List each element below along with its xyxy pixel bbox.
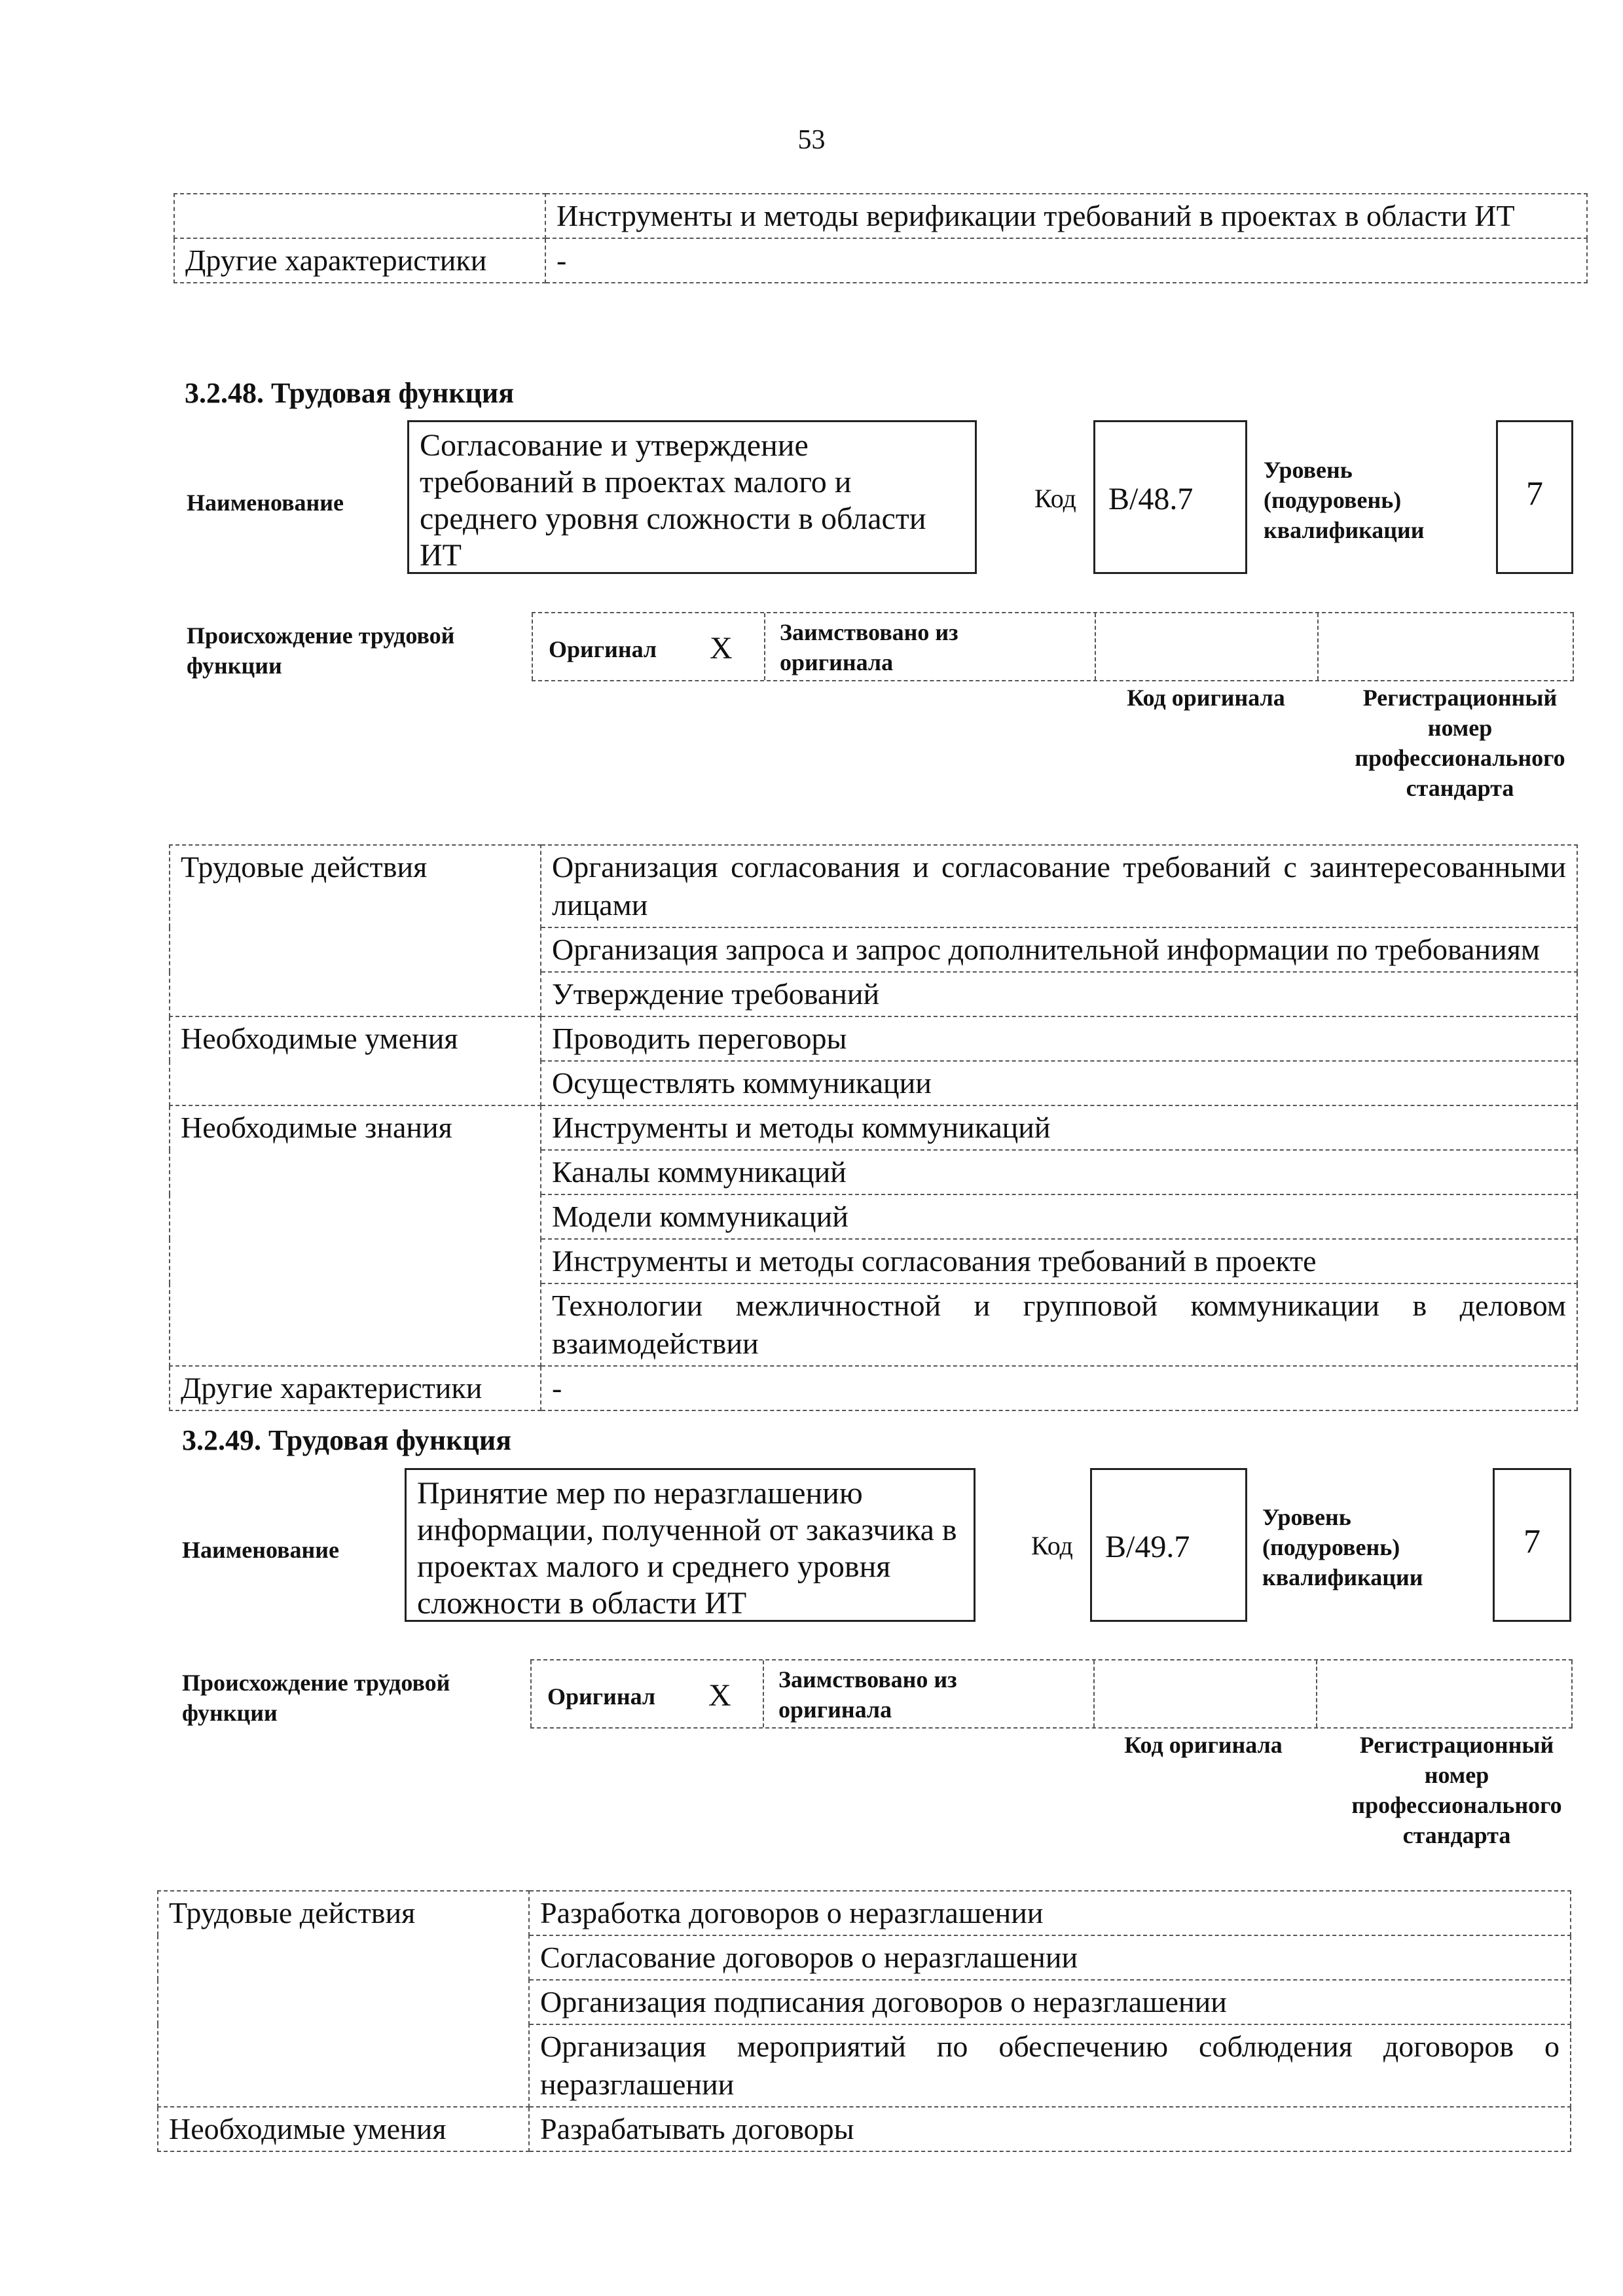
table-cell: Проводить переговоры <box>541 1016 1577 1061</box>
reg-number-caption: Регистрационный номер профессионального стандарта <box>1351 1732 1562 1848</box>
table-row <box>170 1016 1577 1061</box>
orig-code-caption: Код оригинала <box>1124 1732 1283 1758</box>
table-cell: Организация мероприятий по обеспечению соблюдения договоров о неразглашении <box>529 2024 1571 2107</box>
page-number: 53 <box>797 125 826 155</box>
reg-number-cell <box>1316 1660 1573 1727</box>
original-label: Оригинал <box>547 1683 656 1710</box>
original-cell <box>532 613 765 680</box>
code-label: Код <box>1031 1531 1073 1560</box>
level-box: 7 <box>1496 420 1573 574</box>
row-label <box>174 194 545 238</box>
origin-table <box>530 1659 1573 1729</box>
original-label: Оригинал <box>549 636 657 662</box>
table-cell: Утверждение требований <box>541 972 1577 1016</box>
table-row <box>170 1105 1577 1150</box>
table-cell: Организация согласования и согласование требований с заинтересованными лицами <box>541 845 1577 927</box>
table-row <box>174 238 1587 283</box>
code-label: Код <box>1034 484 1076 513</box>
function-name-box: Принятие мер по неразглашению информации, полученной от заказчика в проектах малого и среднего уровня сложности в области ИТ <box>405 1468 976 1622</box>
table-row <box>170 1366 1577 1410</box>
reg-number-cell <box>1317 613 1574 680</box>
table-cell: Модели коммуникаций <box>541 1194 1577 1239</box>
details-table <box>169 844 1578 1411</box>
table-cell: Инструменты и методы согласования требований в проекте <box>541 1239 1577 1283</box>
table-cell: Разработка договоров о неразглашении <box>529 1891 1571 1935</box>
table-row <box>174 194 1587 238</box>
level-box: 7 <box>1493 1468 1571 1622</box>
function-code-box: B/48.7 <box>1093 420 1247 574</box>
top-table <box>173 193 1588 283</box>
borrowed-label: Заимствовано из оригинала <box>780 619 958 675</box>
row-label: Другие характеристики <box>174 238 545 283</box>
original-mark: X <box>708 1678 731 1713</box>
name-label: Наименование <box>182 1537 339 1563</box>
origin-label: Происхождение трудовой функции <box>182 1670 450 1726</box>
group-label: Необходимые умения <box>158 2107 529 2151</box>
reg-number-caption: Регистрационный номер профессионального стандарта <box>1355 685 1565 801</box>
table-cell: - <box>541 1366 1577 1410</box>
table-cell: Технологии межличностной и групповой коммуникации в деловом взаимодействии <box>541 1283 1577 1366</box>
origin-label: Происхождение трудовой функции <box>187 622 455 679</box>
original-code-cell <box>1095 613 1319 680</box>
original-mark: X <box>710 631 733 666</box>
table-cell: Осуществлять коммуникации <box>541 1061 1577 1105</box>
group-label: Трудовые действия <box>170 845 541 1016</box>
table-cell: Инструменты и методы коммуникаций <box>541 1105 1577 1150</box>
name-label: Наименование <box>187 490 344 516</box>
orig-code-caption: Код оригинала <box>1127 685 1285 711</box>
borrowed-label: Заимствовано из оригинала <box>778 1666 957 1723</box>
table-cell: Организация запроса и запрос дополнительной информации по требованиям <box>541 927 1577 972</box>
function-name-box: Согласование и утверждение требований в проектах малого и среднего уровня сложности в области ИТ <box>407 420 977 574</box>
table-row <box>170 845 1577 927</box>
group-label: Необходимые знания <box>170 1105 541 1366</box>
section-title: 3.2.49. Трудовая функция <box>182 1424 512 1456</box>
group-label: Другие характеристики <box>170 1366 541 1410</box>
details-table <box>157 1890 1571 2152</box>
function-code-box: B/49.7 <box>1090 1468 1247 1622</box>
table-cell: Разрабатывать договоры <box>529 2107 1571 2151</box>
table-row <box>158 2107 1571 2151</box>
original-cell <box>530 1660 764 1727</box>
table-cell: Каналы коммуникаций <box>541 1150 1577 1194</box>
borrowed-cell <box>764 613 1096 680</box>
group-label: Необходимые умения <box>170 1016 541 1105</box>
table-cell: Согласование договоров о неразглашении <box>529 1935 1571 1980</box>
borrowed-cell <box>763 1660 1095 1727</box>
group-label: Трудовые действия <box>158 1891 529 2107</box>
table-cell: Организация подписания договоров о неразглашении <box>529 1980 1571 2024</box>
origin-table <box>532 612 1574 681</box>
row-value: - <box>545 238 1587 283</box>
level-label: Уровень (подуровень) квалификации <box>1262 1504 1423 1590</box>
original-code-cell <box>1093 1660 1317 1727</box>
section-title: 3.2.48. Трудовая функция <box>185 377 515 409</box>
row-value: Инструменты и методы верификации требований в проектах в области ИТ <box>545 194 1587 238</box>
table-row <box>158 1891 1571 1935</box>
level-label: Уровень (подуровень) квалификации <box>1264 457 1425 543</box>
